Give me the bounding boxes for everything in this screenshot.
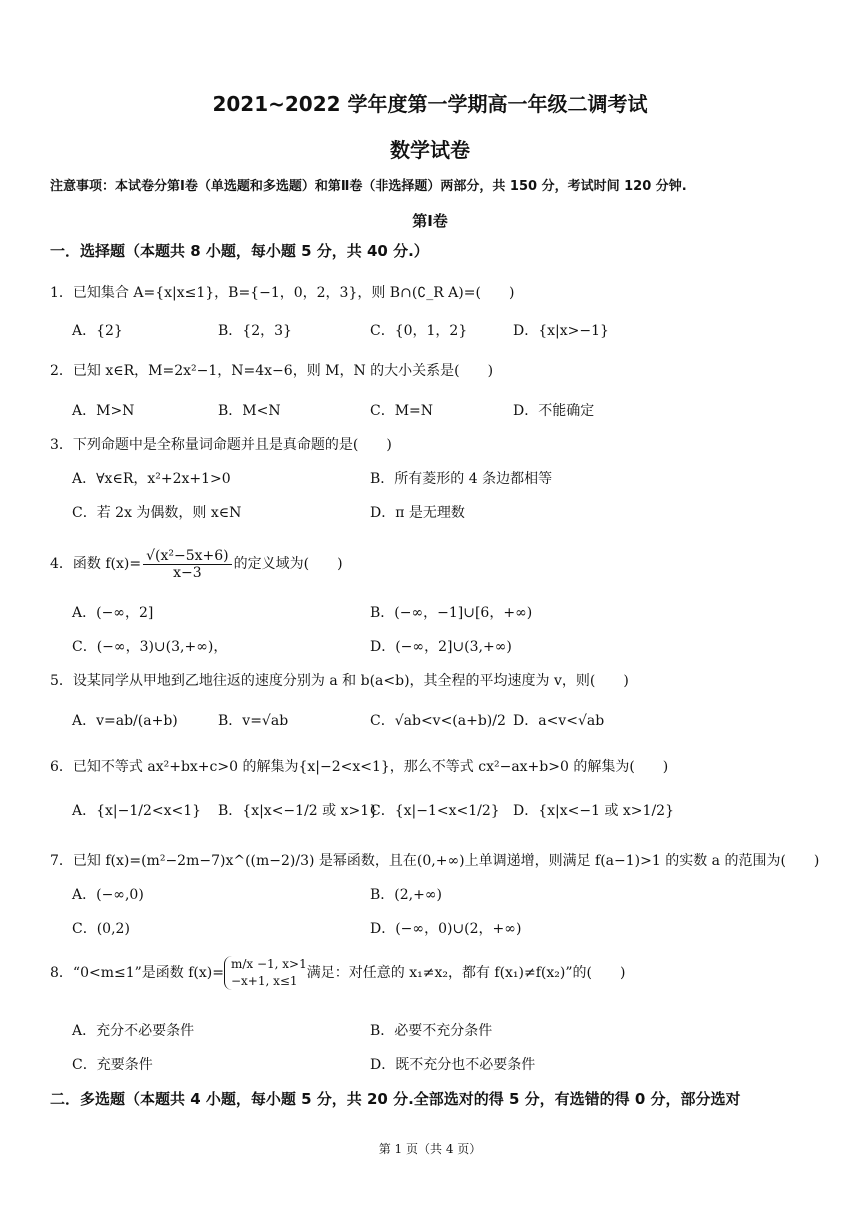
question-3-stem: 3．下列命题中是全称量词命题并且是真命题的是( ) — [50, 437, 392, 453]
q2-option-c: C．M=N — [370, 403, 434, 419]
q5-option-b: B．v=√ab — [218, 713, 289, 729]
q6-option-c: C．{x|−1<x<1/2} — [370, 803, 500, 819]
q4-stem-suffix: 的定义域为( ) — [233, 556, 343, 572]
exam-subtitle: 数学试卷 — [390, 138, 470, 162]
volume-heading: 第Ⅰ卷 — [412, 212, 448, 230]
question-5-stem: 5．设某同学从甲地到乙地往返的速度分别为 a 和 b(a<b)，其全程的平均速度为 v，则( ) — [50, 673, 629, 689]
q4-denominator: x−3 — [173, 564, 202, 581]
q1-option-d: D．{x|x>−1} — [513, 323, 609, 339]
question-2-stem: 2．已知 x∈R，M=2x²−1，N=4x−6，则 M，N 的大小关系是( ) — [50, 363, 494, 379]
q8-option-c: C．充要条件 — [72, 1057, 153, 1073]
q4-option-c: C．(−∞，3)∪(3,+∞)， — [72, 639, 228, 655]
q5-option-a: A．v=ab/(a+b) — [72, 713, 178, 729]
q5-option-c: C．√ab<v<(a+b)/2 — [370, 713, 506, 729]
question-1-stem: 1．已知集合 A={x|x≤1}，B={−1，0，2，3}，则 B∩(∁_R A)=( ) — [50, 285, 515, 301]
q2-option-a: A．M>N — [72, 403, 135, 419]
question-7-stem: 7．已知 f(x)=(m²−2m−7)x^((m−2)/3) 是幂函数，且在(0,+∞)上单调递增，则满足 f(a−1)>1 的实数 a 的范围为( ) — [50, 853, 820, 869]
q6-option-b: B．{x|x<−1/2 或 x>1} — [218, 803, 379, 819]
q4-numerator: √(x²−5x+6) — [143, 548, 232, 565]
q3-option-b: B．所有菱形的 4 条边都相等 — [370, 471, 553, 487]
q4-option-b: B．(−∞，−1]∪[6，+∞) — [370, 605, 533, 621]
q8-option-d: D．既不充分也不必要条件 — [370, 1057, 536, 1073]
q2-option-b: B．M<N — [218, 403, 281, 419]
q8-option-a: A．充分不必要条件 — [72, 1023, 195, 1039]
q4-fraction — [143, 548, 232, 581]
q1-option-b: B．{2，3} — [218, 323, 292, 339]
q8-piecewise — [224, 956, 307, 990]
q4-option-a: A．(−∞，2] — [72, 605, 154, 621]
q7-option-b: B．(2,+∞) — [370, 887, 442, 903]
question-6-stem: 6．已知不等式 ax²+bx+c>0 的解集为{x|−2<x<1}，那么不等式 cx²−ax+b>0 的解集为( ) — [50, 759, 669, 775]
q6-option-a: A．{x|−1/2<x<1} — [72, 803, 202, 819]
q1-option-a: A．{2} — [72, 323, 123, 339]
q3-option-a: A．∀x∈R，x²+2x+1>0 — [72, 471, 231, 487]
page-footer: 第 1 页（共 4 页） — [378, 1142, 482, 1156]
exam-title: 2021~2022 学年度第一学期高一年级二调考试 — [212, 92, 648, 116]
q8-option-b: B．必要不充分条件 — [370, 1023, 493, 1039]
q7-option-d: D．(−∞，0)∪(2，+∞) — [370, 921, 522, 937]
q3-option-d: D．π 是无理数 — [370, 505, 465, 521]
exam-notice: 注意事项：本试卷分第Ⅰ卷（单选题和多选题）和第Ⅱ卷（非选择题）两部分，共 150 分，考试时间 120 分钟. — [50, 179, 687, 194]
question-4-stem — [50, 544, 343, 584]
q7-option-c: C．(0,2) — [72, 921, 130, 937]
q5-option-d: D．a<v<√ab — [513, 713, 605, 729]
q7-option-a: A．(−∞,0) — [72, 887, 144, 903]
q3-option-c: C．若 2x 为偶数，则 x∈N — [72, 505, 242, 521]
section1-heading: 一．选择题（本题共 8 小题，每小题 5 分，共 40 分.） — [50, 242, 429, 260]
q8-stem-suffix: 满足：对任意的 x₁≠x₂，都有 f(x₁)≠f(x₂)”的( ) — [306, 965, 626, 981]
q4-stem-prefix: 4．函数 f(x)= — [50, 556, 142, 572]
section2-heading: 二．多选题（本题共 4 小题，每小题 5 分，共 20 分.全部选对的得 5 分，有选错的得 0 分，部分选对 — [50, 1090, 741, 1108]
q4-option-d: D．(−∞，2]∪(3,+∞) — [370, 639, 512, 655]
q1-option-c: C．{0，1，2} — [370, 323, 468, 339]
q8-case-1: m/x −1, x>1 — [230, 957, 307, 971]
q8-case-2: −x+1, x≤1 — [230, 974, 298, 988]
q2-option-d: D．不能确定 — [513, 403, 595, 419]
q8-stem-prefix: 8．“0<m≤1”是函数 f(x)= — [50, 965, 224, 981]
question-8-stem — [50, 956, 625, 990]
q6-option-d: D．{x|x<−1 或 x>1/2} — [513, 803, 674, 819]
